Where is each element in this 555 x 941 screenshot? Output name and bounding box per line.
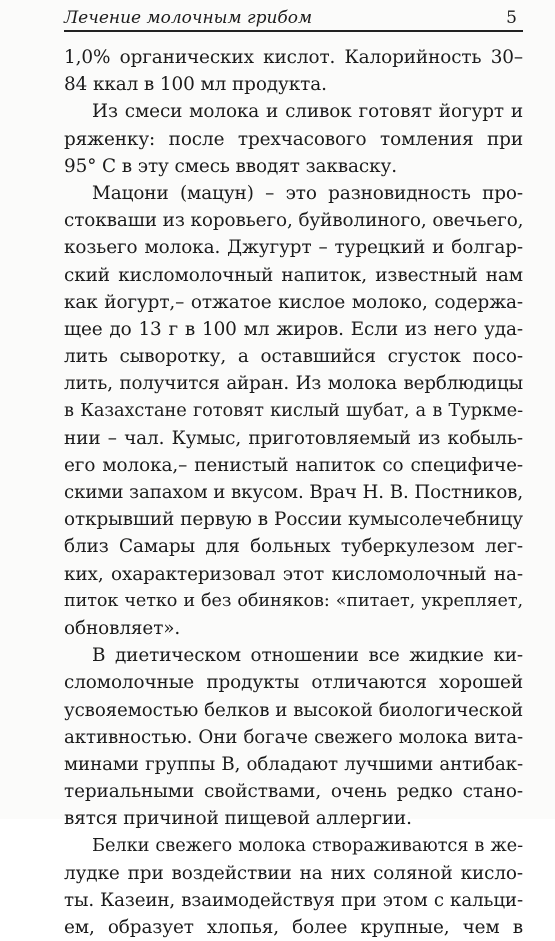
text-line: териальными свойствами, очень редко стано- <box>64 781 523 803</box>
text-line: стокваши из коровьего, буйволиного, овечьего, <box>64 210 524 232</box>
text-line: Мацони (мацун) – это разновидность про- <box>92 182 523 204</box>
text-line: Белки свежего молока створаживаются в же- <box>92 835 523 857</box>
text-line: 95° С в эту смесь вводят закваску. <box>64 155 397 177</box>
text-line: вятся причиной пищевой аллергии. <box>64 808 412 830</box>
body-text <box>64 44 523 941</box>
text-line: В диетическом отношении все жидкие ки- <box>92 645 523 667</box>
text-line: в Казахстане готовят кислый шубат, а в Туркме- <box>64 400 523 422</box>
text-line: 1,0% органических кислот. Калорийность 30– <box>64 47 523 68</box>
text-line: ты. Казеин, взаимодействуя при этом с кальци- <box>64 889 523 911</box>
running-header <box>64 6 523 32</box>
text-line: Из смеси молока и сливок готовят йогурт и <box>92 101 523 123</box>
text-line: 84 ккал в 100 мл продукта. <box>64 74 327 96</box>
text-line: лить, получится айран. Из молока верблюдицы <box>64 373 523 395</box>
text-line: сломолочные продукты отличаются хорошей <box>64 672 523 694</box>
text-line: ких, охарактеризовал этот кисломолочный на- <box>64 563 523 585</box>
text-line: лудке при воздействии на них соляной кисло- <box>64 862 523 884</box>
text-line: ряженку: после трехчасового томления при <box>64 128 523 150</box>
text-line: близ Самары для больных туберкулезом лег- <box>64 536 523 558</box>
text-line: обновляет». <box>64 617 181 639</box>
running-header-title: Лечение молочным грибом <box>64 8 313 28</box>
text-line: козьего молока. Джугурт – турецкий и болгар- <box>64 237 523 259</box>
text-line: усвояемостью белков и высокой биологической <box>64 699 523 721</box>
text-line: питок четко и без обиняков: «питает, укрепляет, <box>64 590 523 611</box>
text-line: его молока,– пенистый напиток со специфиче- <box>64 454 523 476</box>
text-line: открывший первую в России кумысолечебницу <box>64 509 523 531</box>
text-line: щее до 13 г в 100 мл жиров. Если из него уда- <box>64 318 523 340</box>
text-line: минами группы В, обладают лучшими антибак- <box>64 753 523 775</box>
text-line: как йогурт,– отжатое кислое молоко, содержа- <box>64 291 523 313</box>
page-number: 5 <box>506 8 517 28</box>
text-line: ем, образует хлопья, более крупные, чем в <box>64 917 523 938</box>
text-line: нии – чал. Кумыс, приготовляемый из кобыль- <box>64 427 523 449</box>
text-line: скими запахом и вкусом. Врач Н. В. Постников, <box>64 482 523 503</box>
text-line: активностью. Они богаче свежего молока вита- <box>64 726 523 748</box>
text-line: ский кисломолочный напиток, известный нам <box>64 264 523 286</box>
text-line: лить сыворотку, а оставшийся сгусток посо- <box>64 346 523 368</box>
